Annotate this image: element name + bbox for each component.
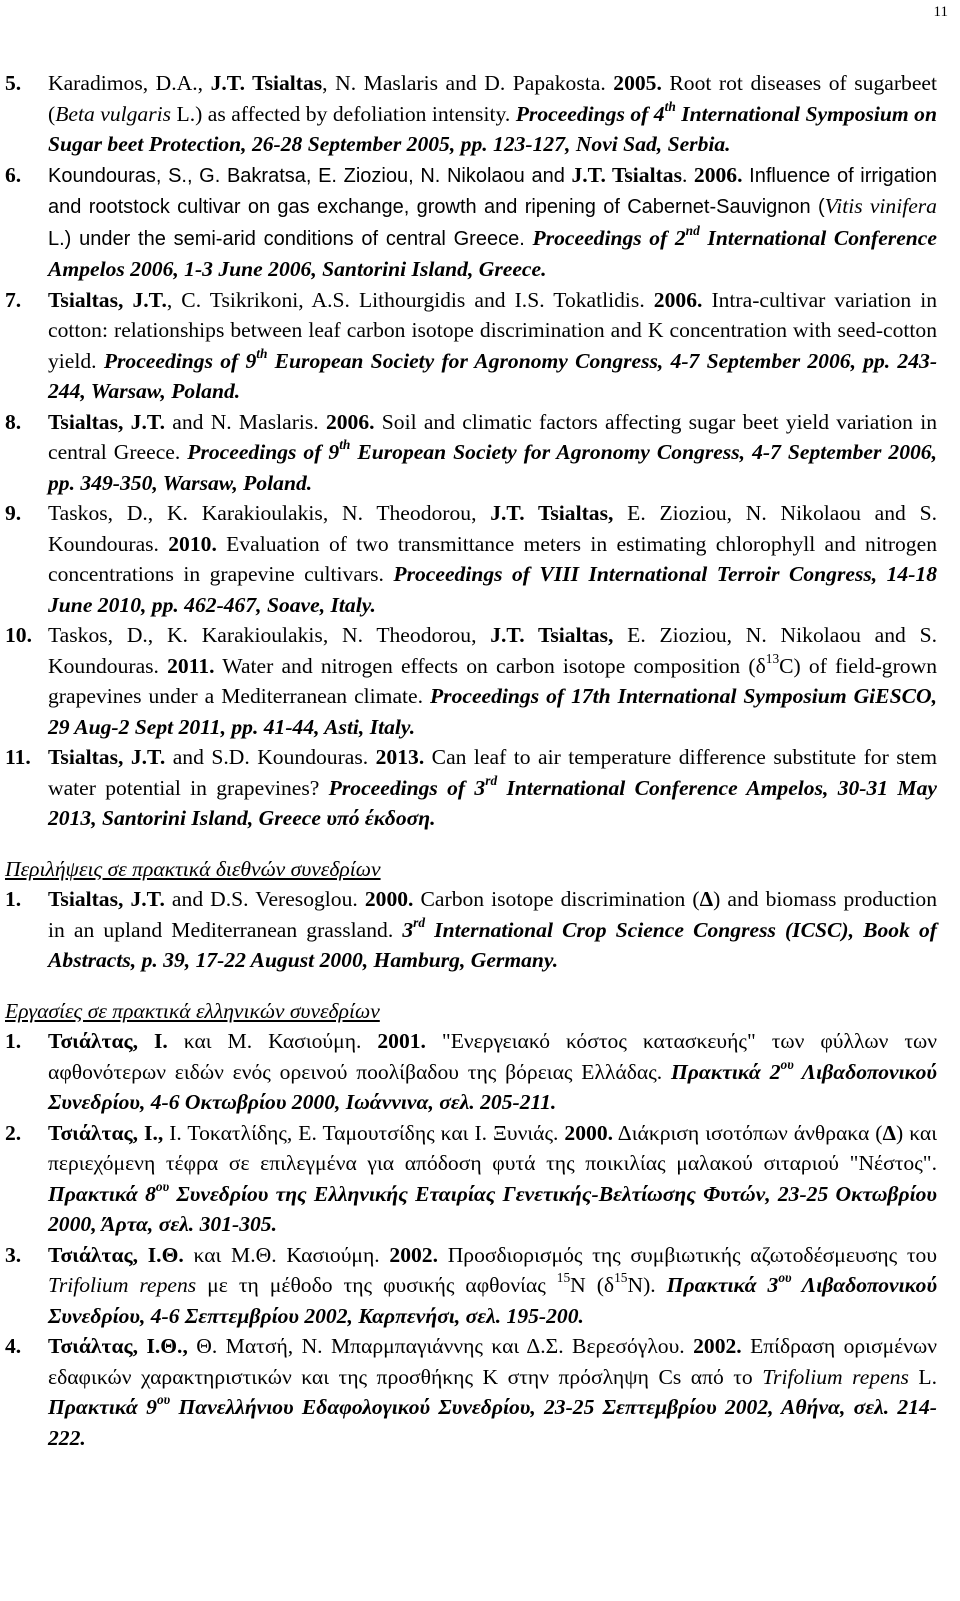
reference-text: Tsialtas, J.T.	[48, 409, 166, 434]
document-body	[5, 68, 937, 1453]
reference-text: ου	[155, 1178, 170, 1194]
reference-text: L.	[908, 1364, 937, 1389]
reference-text: N).	[627, 1273, 667, 1297]
reference-text: 3	[402, 917, 414, 942]
reference-text: ου	[780, 1056, 794, 1072]
reference-text: th	[664, 98, 676, 114]
reference-entry	[5, 407, 937, 499]
reference-number: 2.	[5, 1120, 22, 1145]
reference-text: Tsialtas, J.T.	[48, 287, 167, 312]
reference-text: Λιβαδοπονικού Συνεδρίου, 4-6 Σεπτεμβρίου 2002, Καρπενήσι, σελ. 195-200.	[48, 1273, 938, 1328]
reference-text: European Society for Agronomy Congress, 4-7 September 2006, pp. 349-350, Warsaw, Poland.	[48, 440, 937, 495]
reference-text: J.T. Tsialtas,	[490, 623, 614, 647]
reference-text: 15	[614, 1269, 628, 1285]
reference-text: Δ	[699, 887, 714, 911]
reference-text: International Conference Ampelos 2006, 1-3 June 2006, Santorini Island, Greece.	[48, 225, 937, 281]
reference-entry	[5, 68, 937, 160]
reference-text: th	[256, 345, 268, 361]
reference-text: Trifolium repens	[762, 1364, 909, 1389]
reference-text: and S.D. Koundouras.	[165, 745, 376, 769]
reference-text: Λιβαδοπονικού Συνεδρίου, 4-6 Οκτωβρίου 2000, Ιωάννινα, σελ. 205-211.	[48, 1059, 938, 1114]
reference-text: International Symposium on Sugar beet Protection, 26-28 September 2005, pp. 123-127, Novi Sad, Serbia.	[48, 101, 937, 156]
reference-text: Proceedings of 2	[532, 225, 686, 250]
reference-text: Τσιάλτας, Ι.	[48, 1029, 168, 1053]
reference-text: Πρακτικά 2	[671, 1059, 781, 1084]
reference-text: Intra-cultivar variation in cotton: relationships between leaf carbon isotope discrimination and K concentration with seed-cotton yield.	[48, 287, 938, 373]
reference-entry	[5, 1026, 937, 1118]
reference-text: 2011.	[167, 653, 215, 678]
reference-number: 1.	[5, 887, 22, 911]
reference-text: Τσιάλτας, Ι.,	[48, 1120, 164, 1145]
reference-number: 7.	[5, 287, 22, 312]
reference-text: Carbon isotope discrimination (	[413, 887, 700, 911]
reference-text: Taskos, D., K. Karakioulakis, N. Theodorou,	[48, 501, 491, 525]
reference-text: Πρακτικά 3	[666, 1273, 779, 1297]
page-number: 11	[933, 4, 948, 20]
greek-proceedings-list	[5, 1026, 937, 1453]
reference-entry	[5, 1331, 937, 1453]
abstracts-list	[5, 884, 937, 976]
reference-text: Proceedings of 4	[515, 101, 665, 126]
reference-text: Δ	[882, 1120, 897, 1145]
reference-text: L.) as affected by defoliation intensity.	[171, 101, 516, 126]
reference-text: Water and nitrogen effects on carbon isotope composition (δ	[214, 653, 766, 678]
reference-text: Συνεδρίου της Ελληνικής Εταιρίας Γενετικής-Βελτίωσης Φυτών, 23-25 Οκτωβρίου 2000, Άρτα, σελ. 301-305.	[48, 1181, 937, 1236]
reference-number: 1.	[5, 1029, 22, 1053]
reference-entry	[5, 742, 937, 834]
reference-text: ) and biomass production in an upland Mediterranean grassland.	[48, 887, 938, 942]
reference-text: 2000.	[564, 1120, 614, 1145]
reference-text: Proceedings of 9	[103, 348, 257, 373]
reference-text: Πρακτικά 9	[48, 1395, 157, 1419]
reference-text: 2000.	[364, 887, 414, 911]
reference-text: .	[681, 162, 694, 187]
reference-text: N (δ	[570, 1273, 615, 1297]
reference-number: 5.	[5, 71, 22, 95]
intl-proceedings-list	[5, 68, 937, 834]
reference-text: 2013.	[375, 745, 425, 769]
reference-text: Vitis vinifera	[824, 194, 937, 218]
greek-proceedings-heading: Εργασίες σε πρακτικά ελληνικών συνεδρίων	[5, 998, 380, 1023]
reference-entry	[5, 285, 937, 407]
reference-text: 2010.	[168, 531, 217, 556]
reference-text: 2006.	[653, 287, 703, 312]
reference-number: 3.	[5, 1242, 22, 1267]
reference-text: Root rot diseases of sugarbeet (	[48, 71, 938, 126]
reference-text: Taskos, D., K. Karakioulakis, N. Theodorou,	[48, 623, 491, 647]
reference-text: Influence of irrigation and rootstock cultivar on gas exchange, growth and ripening of Cabernet-Sauvignon (	[48, 164, 937, 218]
reference-text: 2002.	[693, 1334, 742, 1358]
reference-text: Koundouras, S., G. Bakratsa, E. Zioziou, N. Nikolaou and	[48, 164, 572, 187]
reference-text: 13	[765, 650, 780, 666]
reference-text: Proceedings of VIII International Terroir Congress, 14-18 June 2010, pp. 462-467, Soave, Italy.	[48, 562, 937, 617]
reference-text: 2002.	[389, 1242, 438, 1267]
reference-entry	[5, 620, 937, 742]
reference-text: E. Zioziou, N. Nikolaou and S. Koundouras.	[48, 623, 937, 678]
reference-text: με τη μέθοδο της φυσικής αφθονίας	[196, 1273, 557, 1297]
reference-text: nd	[685, 222, 700, 238]
reference-text: International Crop Science Congress (ICSC), Book of Abstracts, p. 39, 17-22 August 2000, Hamburg, Germany.	[48, 917, 937, 972]
reference-text: , N. Maslaris and D. Papakosta.	[322, 71, 614, 95]
reference-text: Beta vulgaris	[55, 101, 172, 126]
reference-text: and N. Maslaris.	[165, 409, 326, 434]
reference-text: European Society for Agronomy Congress, 4-7 September 2006, pp. 243-244, Warsaw, Poland.	[48, 348, 938, 403]
reference-text: Evaluation of two transmittance meters in estimating chlorophyll and nitrogen concentrations in grapevine cultivars.	[48, 531, 937, 586]
abstracts-heading: Περιλήψεις σε πρακτικά διεθνών συνεδρίων	[5, 856, 381, 881]
reference-text: C) of field-grown grapevines under a Mediterranean climate.	[48, 653, 937, 708]
reference-text: 2006.	[325, 409, 375, 434]
reference-entry	[5, 1240, 937, 1332]
reference-entry	[5, 498, 937, 620]
reference-text: Karadimos, D.A.,	[48, 71, 211, 95]
reference-text: Προσδιορισμός της συμβιωτικής αζωτοδέσμευσης του	[437, 1242, 938, 1267]
reference-entry	[5, 160, 937, 285]
reference-entry	[5, 1118, 937, 1240]
reference-number: 8.	[5, 409, 22, 434]
reference-text: ου	[778, 1269, 792, 1285]
reference-text: 2005.	[613, 71, 662, 95]
reference-text: International Conference Ampelos, 30-31 May 2013, Santorini Island, Greece υπό έκδοση.	[48, 775, 937, 830]
reference-text: 15	[556, 1269, 571, 1285]
reference-text: Διάκριση ισοτόπων άνθρακα (	[613, 1120, 883, 1145]
reference-text: Τσιάλτας, Ι.Θ.	[48, 1242, 184, 1267]
reference-text: Tsialtas, J.T.	[48, 887, 165, 911]
reference-text: and D.S. Veresoglou.	[164, 887, 365, 911]
reference-text: Τσιάλτας, Ι.Θ.,	[48, 1334, 188, 1358]
reference-text: Tsialtas, J.T.	[48, 745, 166, 769]
reference-text: ) και περιεχόμενη τέφρα σε επιλεγμένα για απόδοση φυτά της ποικιλίας μαλακού σιταριού "Νέστος".	[48, 1120, 938, 1175]
reference-text: th	[339, 436, 351, 452]
reference-text: Proceedings of 3	[328, 775, 486, 800]
reference-text: και Μ.Θ. Κασιούμη.	[183, 1242, 390, 1267]
reference-text: Πρακτικά 8	[48, 1181, 156, 1206]
reference-text: Ι. Τοκατλίδης, Ε. Ταμουτσίδης και Ι. Ξυνιάς.	[163, 1120, 565, 1145]
reference-text: και Μ. Κασιούμη.	[167, 1029, 378, 1053]
reference-text: rd	[485, 772, 498, 788]
reference-text: E. Zioziou, N. Nikolaou and S. Koundouras.	[48, 501, 937, 556]
reference-text: Trifolium repens	[48, 1273, 197, 1297]
reference-text: Επίδραση ορισμένων εδαφικών χαρακτηριστικών και της προσθήκης Κ στην πρόσληψη Cs από το	[48, 1334, 937, 1389]
reference-number: 11.	[5, 745, 31, 769]
reference-entry	[5, 884, 937, 976]
reference-text: Proceedings of 9	[187, 440, 340, 464]
reference-text: J.T. Tsialtas	[571, 162, 682, 187]
reference-text: Πανελλήνιου Εδαφολογικού Συνεδρίου, 23-25 Σεπτεμβρίου 2002, Αθήνα, σελ. 214-222.	[48, 1395, 937, 1450]
reference-text: J.T. Tsialtas	[210, 71, 323, 95]
reference-number: 4.	[5, 1334, 22, 1358]
reference-text: Soil and climatic factors affecting sugar beet yield variation in central Greece.	[48, 409, 938, 464]
reference-text: Can leaf to air temperature difference substitute for stem water potential in grapevines?	[48, 745, 937, 800]
reference-number: 6.	[5, 162, 22, 187]
reference-text: "Ενεργειακό κόστος κατασκευής" των φύλλων των αφθονότερων ειδών ενός ορεινού ποολίβαδου της βόρειας Ελλάδας.	[48, 1029, 937, 1084]
reference-text: Θ. Ματσή, Ν. Μπαρμπαγιάννης και Δ.Σ. Βερεσόγλου.	[187, 1334, 694, 1358]
reference-number: 10.	[5, 623, 32, 647]
reference-text: J.T. Tsialtas,	[490, 501, 614, 525]
reference-text: ου	[156, 1391, 171, 1407]
reference-text: L.) under the semi-arid conditions of central Greece.	[48, 227, 533, 250]
reference-text: 2001.	[377, 1029, 426, 1053]
reference-text: , C. Tsikrikoni, A.S. Lithourgidis and I.S. Tokatlidis.	[166, 287, 654, 312]
reference-text: rd	[413, 914, 426, 930]
reference-number: 9.	[5, 501, 22, 525]
reference-text: 2006.	[693, 162, 743, 187]
reference-text: Proceedings of 17th International Symposium GiESCO, 29 Aug-2 Sept 2011, pp. 41-44, Asti, Italy.	[48, 684, 937, 739]
